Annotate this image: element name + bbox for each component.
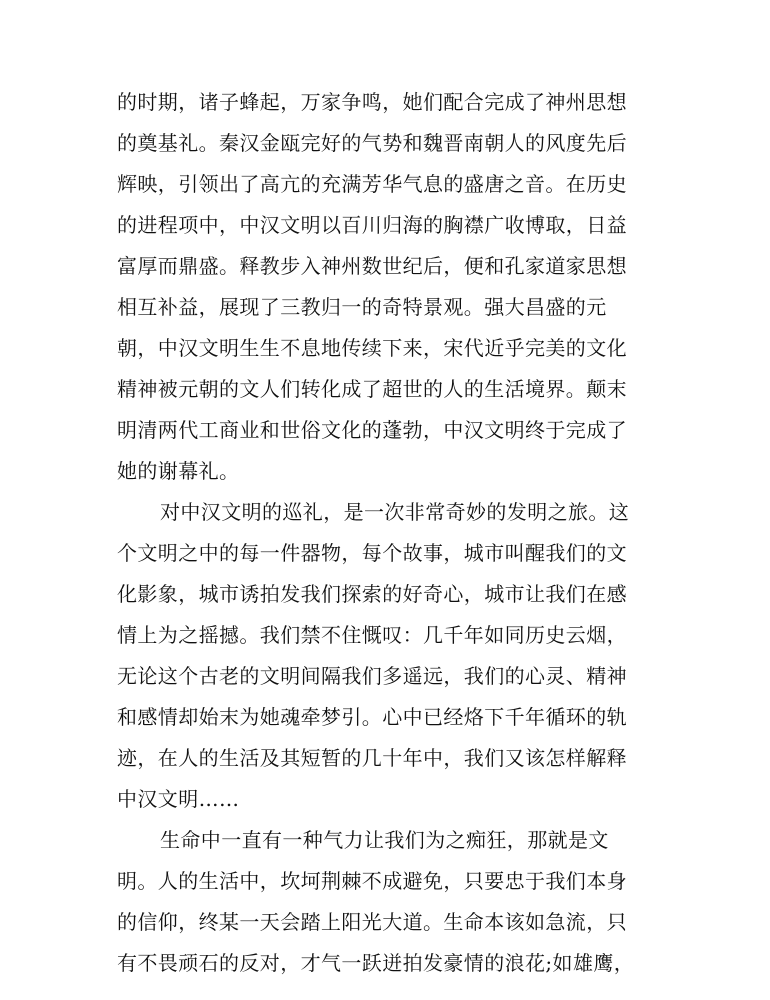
paragraph-3-line-4: 有不畏顽石的反对，才气一跃迸拍发豪情的浪花;如雄鹰， xyxy=(117,951,635,975)
paragraph-3-line-2: 明。人的生活中，坎坷荆棘不成避免，只要忠于我们本身 xyxy=(117,869,627,893)
paragraph-1-line-3: 辉映，引领出了高亢的充满芳华气息的盛唐之音。在历史 xyxy=(117,172,627,196)
paragraph-2-line-2: 个文明之中的每一件器物，每个故事，城市叫醒我们的文 xyxy=(117,541,627,565)
paragraph-2-line-3: 化影象，城市诱拍发我们探索的好奇心，城市让我们在感 xyxy=(117,582,627,606)
paragraph-1-line-7: 朝，中汉文明生生不息地传续下来，宋代近乎完美的文化 xyxy=(117,336,627,360)
paragraph-2-line-7: 迹，在人的生活及其短暂的几十年中，我们又该怎样解释 xyxy=(117,746,627,770)
paragraph-3-line-1: 生命中一直有一种气力让我们为之痴狂，那就是文 xyxy=(160,828,609,852)
paragraph-1-line-9: 明清两代工商业和世俗文化的蓬勃，中汉文明终于完成了 xyxy=(117,418,627,442)
paragraph-2-line-5: 无论这个古老的文明间隔我们多遥远，我们的心灵、精神 xyxy=(117,664,627,688)
paragraph-1-line-8: 精神被元朝的文人们转化成了超世的人的生活境界。颠末 xyxy=(117,377,627,401)
paragraph-2-line-6: 和感情却始末为她魂牵梦引。心中已经烙下千年循环的轨 xyxy=(117,705,627,729)
paragraph-1-line-5: 富厚而鼎盛。释教步入神州数世纪后，便和孔家道家思想 xyxy=(117,254,627,278)
paragraph-1-line-10: 她的谢幕礼。 xyxy=(117,459,240,483)
paragraph-1-line-6: 相互补益，展现了三教归一的奇特景观。强大昌盛的元 xyxy=(117,295,607,319)
paragraph-1-line-1: 的时期，诸子蜂起，万家争鸣，她们配合完成了神州思想 xyxy=(117,90,627,114)
paragraph-2-line-4: 情上为之摇撼。我们禁不住慨叹：几千年如同历史云烟， xyxy=(117,623,627,647)
paragraph-1-line-4: 的进程项中，中汉文明以百川归海的胸襟广收博取，日益 xyxy=(117,213,627,237)
paragraph-2-line-8: 中汉文明…… xyxy=(117,787,240,811)
paragraph-1-line-2: 的奠基礼。秦汉金瓯完好的气势和魏晋南朝人的风度先后 xyxy=(117,131,627,155)
paragraph-3-line-3: 的信仰，终某一天会踏上阳光大道。生命本该如急流，只 xyxy=(117,910,627,934)
paragraph-2-line-1: 对中汉文明的巡礼，是一次非常奇妙的发明之旅。这 xyxy=(160,500,630,524)
